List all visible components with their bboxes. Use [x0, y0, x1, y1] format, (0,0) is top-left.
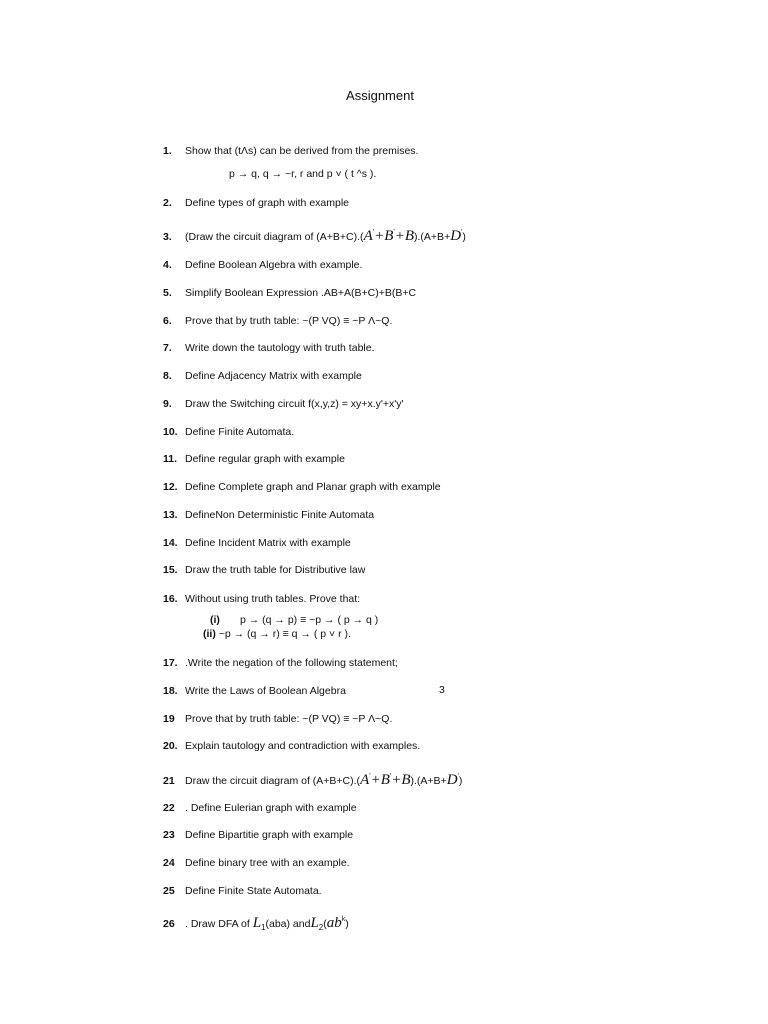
question-number: 25 [163, 885, 175, 897]
question-16-part-i [210, 614, 378, 627]
question-number: 5. [163, 287, 172, 299]
question-22 [163, 801, 357, 815]
question-text: .Write the negation of the following statement; [185, 657, 398, 669]
question-12 [163, 480, 441, 494]
question-number: 10. [163, 426, 178, 438]
question-text: . Draw DFA of $L_1(aba)$ $andL_2(ab^k)$ [185, 915, 349, 932]
question-15 [163, 563, 365, 577]
part-label: (i) [210, 614, 220, 626]
question-number: 12. [163, 481, 178, 493]
question-number: 2. [163, 197, 172, 209]
question-25 [163, 884, 322, 898]
question-text: Prove that by truth table: ~(P VQ) ≡ ~P Λ~Q. [185, 315, 393, 327]
question-number: 6. [163, 315, 172, 327]
question-text: Write the Laws of Boolean Algebra [185, 685, 346, 697]
question-text: Define Complete graph and Planar graph with example [185, 481, 441, 493]
question-text: Show that (tΛs) can be derived from the premises. [185, 145, 419, 157]
question-text: Define Incident Matrix with example [185, 537, 351, 549]
question-16 [163, 592, 360, 606]
part-label: (ii) [203, 628, 216, 640]
question-19 [163, 712, 392, 726]
question-number: 17. [163, 657, 178, 669]
question-text: Define regular graph with example [185, 453, 345, 465]
question-number: 26 [163, 918, 175, 930]
question-text: Define Bipartitie graph with example [185, 829, 354, 841]
question-number: 11. [163, 453, 178, 465]
question-text: Define Boolean Algebra with example. [185, 259, 363, 271]
page-title: Assignment [346, 88, 414, 103]
part-text: p → (q → p) ≡ ~p → ( p → q ) [240, 614, 379, 626]
question-number: 1. [163, 145, 172, 157]
question-text: Write down the tautology with truth table. [185, 342, 375, 354]
question-number: 13. [163, 509, 178, 521]
question-4 [163, 258, 362, 272]
question-text: . Define Eulerian graph with example [185, 802, 357, 814]
question-number: 22 [163, 802, 175, 814]
question-number: 21 [163, 775, 175, 787]
question-number: 9. [163, 398, 172, 410]
question-3 [163, 226, 466, 244]
question-number: 19 [163, 713, 175, 725]
question-number: 24 [163, 857, 175, 869]
question-number: 16. [163, 593, 178, 605]
question-1 [163, 144, 418, 158]
question-23 [163, 828, 353, 842]
question-number: 23 [163, 829, 175, 841]
question-text: DefineNon Deterministic Finite Automata [185, 509, 375, 521]
question-24 [163, 856, 350, 870]
question-number: 20. [163, 740, 178, 752]
question-14 [163, 536, 351, 550]
question-text: Draw the circuit diagram of (A+B+C).(A'+B'+B).(A+B+D') [185, 772, 463, 788]
question-number: 3. [163, 231, 172, 243]
question-text: Draw the Switching circuit f(x,y,z) = xy+x.y'+x'y' [185, 398, 404, 410]
question-5 [163, 286, 416, 300]
question-10 [163, 425, 294, 439]
question-8 [163, 369, 362, 383]
part-text: ~p → (q → r) ≡ q → ( p ˅ r ). [215, 628, 351, 640]
question-20 [163, 739, 420, 753]
question-6 [163, 314, 392, 328]
question-text: Define binary tree with an example. [185, 857, 350, 869]
question-text: Define Finite Automata. [185, 426, 295, 438]
question-17 [163, 656, 398, 670]
question-number: 18. [163, 685, 178, 697]
question-number: 7. [163, 342, 172, 354]
question-text: Define types of graph with example [185, 197, 350, 209]
question-21 [163, 770, 462, 788]
question-26 [163, 913, 349, 935]
question-number: 8. [163, 370, 172, 382]
side-note-number: 3 [439, 684, 445, 696]
question-13 [163, 508, 374, 522]
question-16-part-ii [203, 628, 351, 641]
question-7 [163, 341, 375, 355]
question-number: 15. [163, 564, 178, 576]
question-11 [163, 452, 345, 466]
question-text: Define Adjacency Matrix with example [185, 370, 362, 382]
question-text: (Draw the circuit diagram of (A+B+C).(A'+B'+B).(A+B+D') [185, 228, 466, 244]
question-number: 14. [163, 537, 178, 549]
question-text: Draw the truth table for Distributive law [185, 564, 366, 576]
question-9 [163, 397, 404, 411]
question-text: Simplify Boolean Expression .AB+A(B+C)+B(B+C [185, 287, 417, 299]
question-18 [163, 684, 346, 698]
question-text: Define Finite State Automata. [185, 885, 322, 897]
question-text: Without using truth tables. Prove that: [185, 593, 361, 605]
question-1-premises: p → q, q → ~r, r and p ˅ ( t ^s ). [229, 168, 377, 180]
question-text: Explain tautology and contradiction with examples. [185, 740, 421, 752]
question-number: 4. [163, 259, 172, 271]
question-text: Prove that by truth table: ~(P VQ) ≡ ~P Λ~Q. [185, 713, 393, 725]
question-2 [163, 196, 349, 210]
